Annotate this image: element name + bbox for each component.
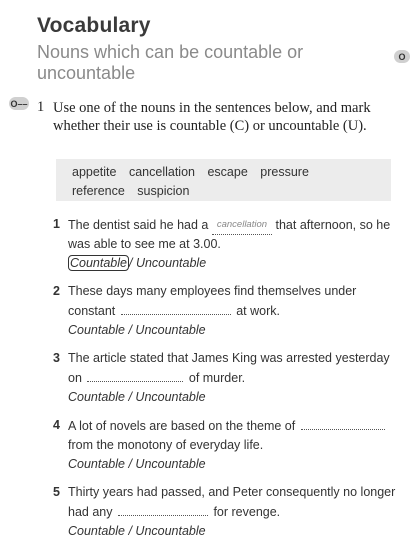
choice-separator: / bbox=[129, 256, 136, 270]
choice-separator: / bbox=[125, 390, 136, 404]
item-number: 3 bbox=[53, 351, 60, 365]
countable-option[interactable]: Countable bbox=[68, 524, 125, 538]
word-box bbox=[56, 159, 391, 201]
key-icon: O bbox=[394, 50, 410, 63]
exercise-item bbox=[53, 483, 398, 541]
choice-separator: / bbox=[125, 524, 136, 538]
item-text: These days many employees find themselves under constant bbox=[68, 284, 357, 318]
key-icon: O–– bbox=[10, 98, 28, 109]
choice-separator: / bbox=[125, 457, 136, 471]
uncountable-option[interactable]: Uncountable bbox=[135, 457, 206, 471]
answer-blank[interactable] bbox=[87, 368, 183, 382]
item-text: of murder. bbox=[185, 371, 246, 385]
answer-blank[interactable] bbox=[118, 502, 208, 516]
item-text: Thirty years had passed, and Peter consequently no longer had any bbox=[68, 485, 396, 519]
item-text: from the monotony of everyday life. bbox=[68, 438, 264, 452]
countable-option[interactable]: Countable bbox=[68, 390, 125, 404]
answer-blank-filled[interactable]: cancellation bbox=[212, 215, 272, 235]
countability-choice bbox=[68, 323, 206, 337]
item-number: 2 bbox=[53, 284, 60, 298]
word-box-item: suspicion bbox=[137, 184, 190, 198]
word-box-item: pressure bbox=[260, 165, 309, 179]
question-instruction: Use one of the nouns in the sentences below, and mark whether their use is countable (C) or uncountable (U). bbox=[53, 100, 371, 134]
item-text: A lot of novels are based on the theme of bbox=[68, 419, 299, 433]
item-text: The article stated that James King was arrested yesterday on bbox=[68, 351, 390, 385]
uncountable-option[interactable]: Uncountable bbox=[135, 390, 206, 404]
choice-separator: / bbox=[125, 323, 136, 337]
exercise-items bbox=[53, 215, 398, 550]
page-subtitle: Nouns which can be countable or uncountable bbox=[37, 42, 304, 83]
page-title: Vocabulary bbox=[37, 14, 151, 37]
answer-blank[interactable] bbox=[121, 301, 231, 315]
word-box-item: cancellation bbox=[128, 165, 195, 179]
item-text: for revenge. bbox=[209, 505, 281, 519]
exercise-item bbox=[53, 282, 398, 340]
countable-option[interactable]: Countable bbox=[68, 457, 125, 471]
uncountable-option[interactable]: Uncountable bbox=[135, 323, 206, 337]
countability-choice bbox=[68, 457, 206, 471]
item-text: that afternoon, so he was able to see me at 3.00. bbox=[68, 218, 391, 251]
item-number: 4 bbox=[53, 418, 60, 432]
answer-blank[interactable] bbox=[301, 416, 385, 430]
exercise-item bbox=[53, 349, 398, 407]
uncountable-option[interactable]: Uncountable bbox=[135, 256, 207, 270]
countability-choice bbox=[68, 255, 206, 271]
question-number: 1 bbox=[37, 99, 45, 115]
countability-choice bbox=[68, 524, 206, 538]
item-number: 5 bbox=[53, 485, 60, 499]
item-text: at work. bbox=[232, 304, 280, 318]
countable-option-selected[interactable]: Countable bbox=[70, 256, 127, 270]
word-box-item: reference bbox=[72, 184, 125, 198]
word-box-item: escape bbox=[207, 165, 248, 179]
word-box-item: appetite bbox=[72, 165, 117, 179]
countability-choice bbox=[68, 390, 206, 404]
countable-option[interactable]: Countable bbox=[68, 323, 125, 337]
uncountable-option[interactable]: Uncountable bbox=[135, 524, 206, 538]
exercise-item bbox=[53, 416, 398, 474]
item-number: 1 bbox=[53, 217, 60, 231]
exercise-item bbox=[53, 215, 398, 273]
item-text: The dentist said he had a bbox=[68, 218, 212, 232]
